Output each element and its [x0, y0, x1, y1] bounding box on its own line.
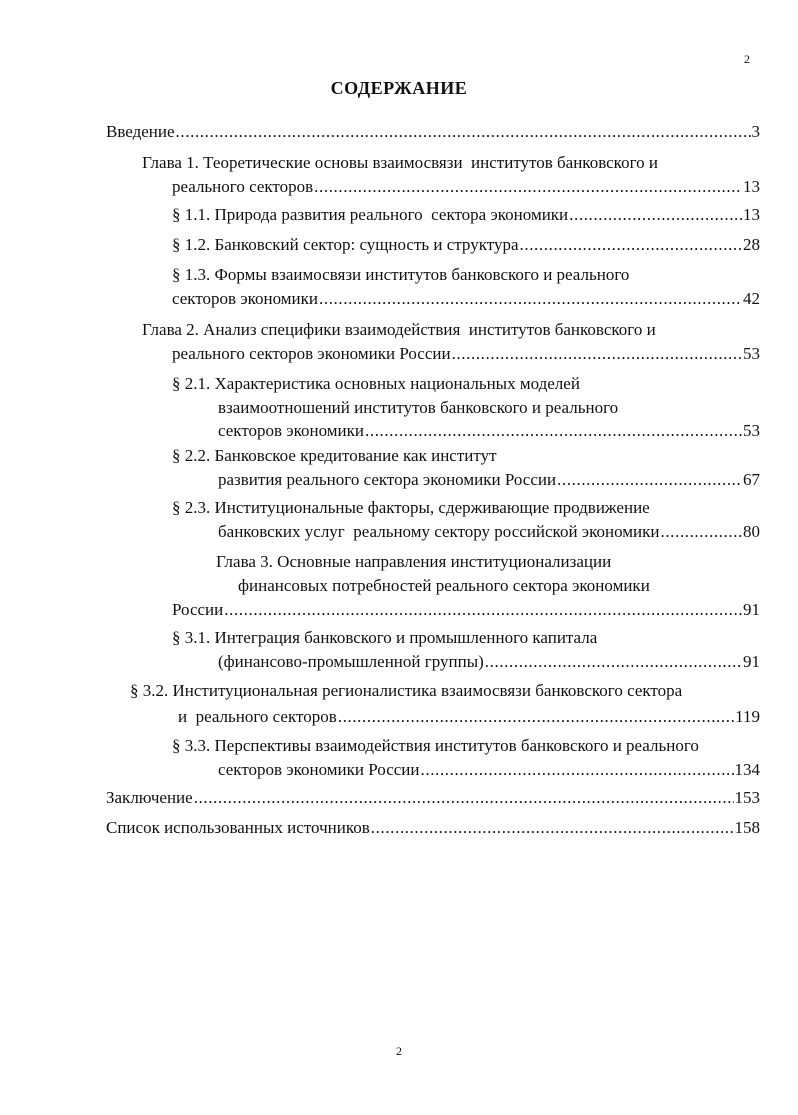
- dot-leader: [194, 786, 734, 810]
- toc-page-number: 42: [743, 289, 760, 308]
- toc-entry-title: § 3.3. Перспективы взаимодействия институтов банковского и реального: [172, 736, 699, 755]
- toc-page-number: 67: [743, 470, 760, 489]
- dot-leader: [569, 203, 742, 227]
- dot-leader: [319, 287, 742, 311]
- toc-entry-title-cont: развития реального сектора экономики России: [218, 470, 557, 489]
- toc-entry-title-cont: секторов экономики: [172, 289, 318, 308]
- toc-entry-title: § 1.2. Банковский сектор: сущность и структура: [172, 235, 519, 254]
- dot-leader: [371, 816, 734, 840]
- toc-page-number: 53: [743, 421, 760, 440]
- toc-entry-title: Список использованных источников: [106, 818, 370, 837]
- toc-entry-title: § 3.2. Институциональная регионалистика взаимосвязи банковского сектора: [130, 681, 683, 700]
- toc-page-number: 91: [743, 600, 760, 619]
- dot-leader: [660, 520, 742, 544]
- toc-page-number: 119: [735, 707, 760, 726]
- toc-entry-continuation: [172, 175, 760, 199]
- dot-leader: [485, 650, 742, 674]
- toc-entry-continuation: [218, 468, 760, 492]
- toc-entry-title: Глава 3. Основные направления институционализации: [216, 552, 612, 571]
- toc-entry-sources[interactable]: [106, 816, 760, 840]
- toc-entry-title-cont: (финансово-промышленной группы): [218, 652, 484, 671]
- toc-entry-title: § 1.3. Формы взаимосвязи институтов банковского и реального: [172, 265, 630, 284]
- toc-entry-continuation: [218, 520, 760, 544]
- toc-entry-section-1-1[interactable]: [172, 203, 760, 227]
- toc-page-number: 13: [743, 177, 760, 196]
- toc-entry-title-cont: и реального секторов: [178, 707, 337, 726]
- toc-entry-continuation: [218, 650, 760, 674]
- toc-entry-title: § 2.1. Характеристика основных национальных моделей: [172, 374, 580, 393]
- toc-page-number: 28: [743, 235, 760, 254]
- toc-page-number: 80: [743, 522, 760, 541]
- toc-entry-title-cont: взаимоотношений институтов банковского и реального: [218, 398, 619, 417]
- toc-page-number: 53: [743, 344, 760, 363]
- dot-leader: [557, 468, 742, 492]
- toc-entry-intro[interactable]: [106, 120, 760, 144]
- toc-page-number: 153: [734, 788, 760, 807]
- toc-page-number: 158: [734, 818, 760, 837]
- toc-page-number: 134: [734, 760, 760, 779]
- toc-entry-title: Глава 2. Анализ специфики взаимодействия институтов банковского и: [142, 320, 656, 339]
- toc-entry-section-1-2[interactable]: [172, 233, 760, 257]
- dot-leader: [365, 419, 742, 443]
- toc-entry-title: § 2.3. Институциональные факторы, сдерживающие продвижение: [172, 498, 650, 517]
- dot-leader: [421, 758, 734, 782]
- toc-entry-title-cont: реального секторов: [172, 177, 314, 196]
- toc-entry-continuation: [218, 419, 760, 443]
- dot-leader: [224, 598, 742, 622]
- toc-entry-title: Глава 1. Теоретические основы взаимосвязи институтов банковского и: [142, 153, 658, 172]
- toc-entry-title-cont: секторов экономики: [218, 421, 364, 440]
- toc-entry-title-cont: России: [172, 600, 224, 619]
- toc-entry-title: Заключение: [106, 788, 193, 807]
- toc-entry-title: § 3.1. Интеграция банковского и промышленного капитала: [172, 628, 598, 647]
- toc-page-number: 3: [751, 122, 760, 141]
- dot-leader: [338, 705, 734, 729]
- dot-leader: [314, 175, 742, 199]
- toc-entry-title-cont: реального секторов экономики России: [172, 344, 451, 363]
- dot-leader: [520, 233, 743, 257]
- page-title: СОДЕРЖАНИЕ: [330, 78, 468, 98]
- toc-entry-title: Введение: [106, 122, 175, 141]
- toc-entry-continuation: [172, 598, 760, 622]
- dot-leader: [452, 342, 742, 366]
- toc-entry-title: § 2.2. Банковское кредитование как институт: [172, 446, 497, 465]
- toc-entry-continuation: [172, 342, 760, 366]
- toc-entry-continuation: [172, 287, 760, 311]
- toc-entry-conclusion[interactable]: [106, 786, 760, 810]
- dot-leader: [176, 120, 751, 144]
- toc-page-number: 13: [743, 205, 760, 224]
- toc-entry-title-cont: банковских услуг реальному сектору российской экономики: [218, 522, 660, 541]
- toc-entry-title: § 1.1. Природа развития реального сектора экономики: [172, 205, 569, 224]
- toc-entry-continuation: [178, 705, 760, 729]
- page-number-top: 2: [744, 52, 750, 66]
- toc-entry-continuation: [218, 758, 760, 782]
- page-number-bottom: 2: [396, 1044, 402, 1058]
- toc-page-number: 91: [743, 652, 760, 671]
- toc-entry-title-cont: секторов экономики России: [218, 760, 420, 779]
- toc-entry-title-cont: финансовых потребностей реального сектора экономики: [238, 576, 650, 595]
